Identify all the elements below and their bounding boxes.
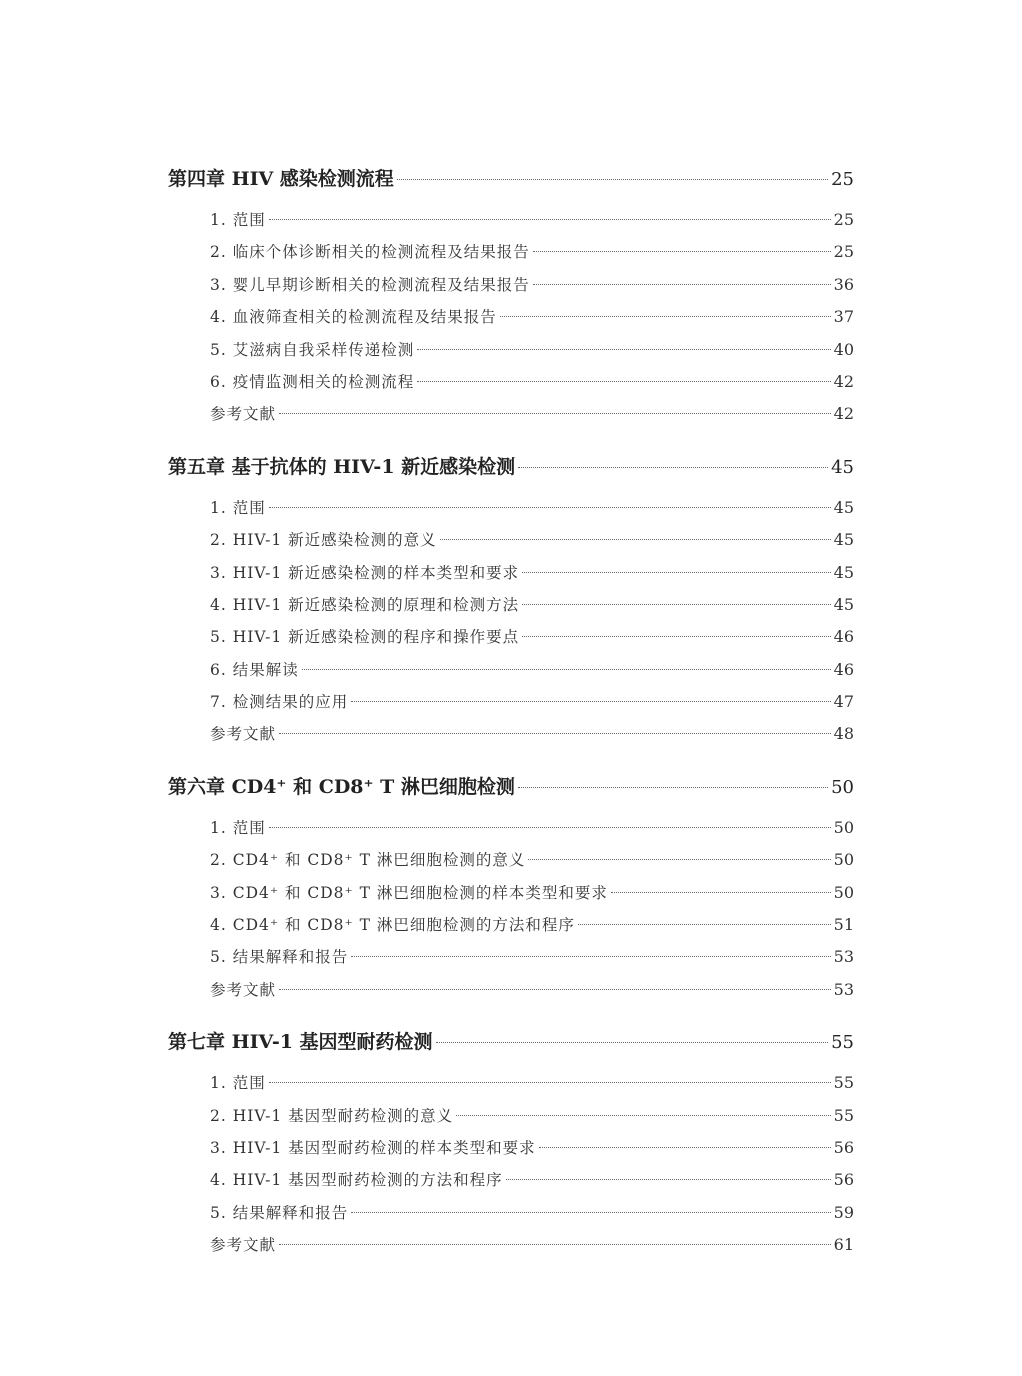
dot-leader	[269, 1082, 831, 1083]
dot-leader	[522, 572, 830, 573]
dot-leader	[351, 956, 830, 957]
chapter-title: 第四章 HIV 感染检测流程	[168, 168, 394, 190]
entry-title: 参考文献	[210, 725, 277, 744]
dot-leader	[351, 1212, 830, 1213]
dot-leader	[279, 989, 831, 990]
toc-entry[interactable]	[168, 722, 854, 754]
page-number: 50	[831, 776, 854, 798]
chapter-title: 第六章 CD4⁺ 和 CD8⁺ T 淋巴细胞检测	[168, 775, 515, 798]
dot-leader	[279, 413, 831, 414]
page-number: 42	[833, 371, 854, 391]
toc-entry[interactable]	[168, 561, 854, 593]
dot-leader	[518, 787, 828, 788]
page-number: 53	[833, 979, 854, 999]
entry-title: 6. 结果解读	[210, 660, 299, 679]
dot-leader	[500, 316, 831, 317]
toc-entry[interactable]	[168, 370, 854, 402]
page-number: 46	[833, 659, 854, 679]
page-number: 45	[833, 594, 854, 614]
entry-title: 参考文献	[210, 980, 277, 999]
dot-leader	[578, 924, 831, 925]
toc-entry[interactable]	[168, 945, 854, 977]
table-of-contents	[168, 164, 854, 1266]
dot-leader	[533, 284, 831, 285]
toc-entry[interactable]	[168, 593, 854, 625]
dot-leader	[351, 701, 830, 702]
entry-title: 7. 检测结果的应用	[210, 693, 349, 712]
page-number: 59	[833, 1202, 854, 1222]
entry-title: 1. 范围	[210, 818, 266, 837]
chapter-heading[interactable]	[168, 772, 854, 808]
page-number: 42	[833, 404, 854, 424]
page-number: 46	[833, 627, 854, 647]
dot-leader	[533, 251, 831, 252]
page-number: 40	[833, 339, 854, 359]
page-number: 45	[831, 456, 854, 478]
page-number: 25	[833, 242, 854, 262]
dot-leader	[279, 1244, 831, 1245]
toc-entry[interactable]	[168, 881, 854, 913]
chapter-heading[interactable]	[168, 1027, 854, 1063]
toc-entry[interactable]	[168, 402, 854, 434]
page-number: 25	[833, 210, 854, 229]
page-number: 56	[833, 1137, 854, 1157]
page-number: 53	[833, 947, 854, 967]
toc-entry[interactable]	[168, 978, 854, 1010]
chapter-heading[interactable]	[168, 164, 854, 200]
toc-entry[interactable]	[168, 658, 854, 690]
toc-entry[interactable]	[168, 848, 854, 880]
toc-entry[interactable]	[168, 273, 854, 305]
entry-title: 4. HIV-1 基因型耐药检测的方法和程序	[210, 1171, 503, 1190]
toc-entry[interactable]	[168, 338, 854, 370]
entry-title: 1. 范围	[210, 1074, 266, 1093]
toc-entry[interactable]	[168, 816, 854, 848]
dot-leader	[269, 827, 831, 828]
page-number: 45	[833, 497, 854, 517]
dot-leader	[539, 1147, 831, 1148]
page-number: 50	[833, 817, 854, 837]
toc-entry[interactable]	[168, 1168, 854, 1200]
page-number: 45	[833, 530, 854, 550]
page-number: 48	[833, 724, 854, 744]
page-number: 51	[833, 915, 854, 935]
dot-leader	[417, 349, 830, 350]
chapter-heading[interactable]	[168, 452, 854, 488]
toc-entry[interactable]	[168, 240, 854, 272]
page-number: 50	[833, 882, 854, 902]
page-number: 47	[833, 692, 854, 712]
toc-entry[interactable]	[168, 208, 854, 240]
page-number: 61	[833, 1235, 854, 1255]
toc-entry[interactable]	[168, 305, 854, 337]
entry-title: 4. CD4⁺ 和 CD8⁺ T 淋巴细胞检测的方法和程序	[210, 916, 575, 935]
dot-leader	[436, 1042, 829, 1043]
toc-entry[interactable]	[168, 913, 854, 945]
toc-entry[interactable]	[168, 528, 854, 560]
dot-leader	[506, 1179, 831, 1180]
entry-title: 3. 婴儿早期诊断相关的检测流程及结果报告	[210, 275, 530, 294]
dot-leader	[611, 892, 831, 893]
entry-title: 4. 血液筛查相关的检测流程及结果报告	[210, 308, 497, 327]
page-number: 55	[833, 1105, 854, 1125]
toc-entry[interactable]	[168, 1233, 854, 1265]
entry-title: 5. 艾滋病自我采样传递检测	[210, 340, 415, 359]
chapter-4	[168, 164, 854, 435]
toc-entry[interactable]	[168, 690, 854, 722]
dot-leader	[302, 669, 831, 670]
dot-leader	[279, 733, 831, 734]
toc-entry[interactable]	[168, 1136, 854, 1168]
chapter-5	[168, 452, 854, 755]
page-number: 45	[833, 562, 854, 582]
toc-entry[interactable]	[168, 1201, 854, 1233]
page-number: 37	[833, 307, 854, 327]
entry-title: 5. 结果解释和报告	[210, 1203, 349, 1222]
entry-title: 1. 范围	[210, 211, 266, 229]
dot-leader	[528, 859, 830, 860]
dot-leader	[440, 539, 831, 540]
entry-title: 5. 结果解释和报告	[210, 948, 349, 967]
entry-title: 2. 临床个体诊断相关的检测流程及结果报告	[210, 243, 530, 262]
page-number: 25	[831, 169, 854, 190]
entry-title: 3. HIV-1 基因型耐药检测的样本类型和要求	[210, 1138, 536, 1157]
page-number: 36	[833, 274, 854, 294]
page-number: 50	[833, 850, 854, 870]
page-number: 55	[831, 1032, 854, 1054]
toc-entry[interactable]	[168, 1104, 854, 1136]
entry-title: 6. 疫情监测相关的检测流程	[210, 372, 415, 391]
page-number: 55	[833, 1073, 854, 1093]
entry-title: 2. CD4⁺ 和 CD8⁺ T 淋巴细胞检测的意义	[210, 851, 526, 870]
dot-leader	[522, 636, 830, 637]
entry-title: 4. HIV-1 新近感染检测的原理和检测方法	[210, 595, 520, 614]
chapter-title: 第七章 HIV-1 基因型耐药检测	[168, 1031, 433, 1054]
dot-leader	[456, 1115, 830, 1116]
entry-title: 参考文献	[210, 1236, 277, 1255]
page-number: 56	[833, 1170, 854, 1190]
toc-entry[interactable]	[168, 625, 854, 657]
entry-title: 3. HIV-1 新近感染检测的样本类型和要求	[210, 563, 520, 582]
entry-title: 3. CD4⁺ 和 CD8⁺ T 淋巴细胞检测的样本类型和要求	[210, 883, 608, 902]
chapter-6	[168, 772, 854, 1010]
dot-leader	[522, 604, 830, 605]
entry-title: 5. HIV-1 新近感染检测的程序和操作要点	[210, 628, 520, 647]
dot-leader	[417, 381, 830, 382]
entry-title: 2. HIV-1 新近感染检测的意义	[210, 531, 437, 550]
toc-entry[interactable]	[168, 1071, 854, 1103]
dot-leader	[397, 179, 828, 180]
dot-leader	[269, 219, 831, 220]
entry-title: 2. HIV-1 基因型耐药检测的意义	[210, 1106, 454, 1125]
chapter-7	[168, 1027, 854, 1265]
toc-entry[interactable]	[168, 496, 854, 528]
entry-title: 1. 范围	[210, 498, 266, 517]
dot-leader	[269, 507, 831, 508]
entry-title: 参考文献	[210, 405, 277, 424]
chapter-title: 第五章 基于抗体的 HIV-1 新近感染检测	[168, 455, 516, 478]
dot-leader	[518, 467, 828, 468]
